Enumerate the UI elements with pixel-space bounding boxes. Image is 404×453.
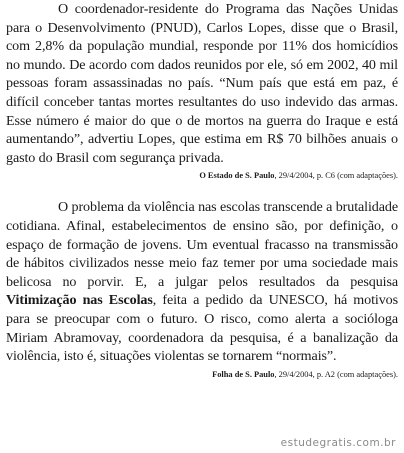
site-watermark: estudegratis.com.br — [280, 437, 396, 449]
article-2-source — [6, 369, 398, 381]
article-2-text-part1: O problema da violência nas escolas transcende a brutalidade cotidiana. Afinal, estabelecimentos de ensino são, por definição, o espaço de formação de jovens. Um eventual fracasso na transmissão de hábitos civilizados nesse meio faz temer por uma sociedade mais belicosa no porvir. E, a julgar pelos resultados da pesquisa — [6, 199, 398, 290]
article-2-source-detail: , 29/4/2004, p. A2 (com adaptações). — [274, 369, 398, 379]
article-1-text: O coordenador-residente do Programa das Nações Unidas para o Desenvolvimento (PNUD), Carlos Lopes, disse que o Brasil, com 2,8% da população mundial, responde por 11% dos homicídios no mundo. De acordo com dados reunidos por ele, só em 2002, 40 mil pessoas foram assassinadas no país. “Num país que está em paz, é difícil conceber tantas mortes resultantes do uso indevido das armas. Esse número é maior do que o de mortos na guerra do Iraque e está aumentando”, advertiu Lopes, que estima em R$ 70 bilhões anuais o gasto do Brasil com segurança privada. — [6, 1, 398, 166]
article-2-text — [6, 198, 398, 365]
article-1-source-detail: , 29/4/2004, p. C6 (com adaptações). — [274, 171, 398, 181]
article-2-survey-title: Vitimização nas Escolas — [6, 292, 153, 309]
article-1-source-name: O Estado de S. Paulo — [199, 171, 275, 181]
article-2-text-part2: , feita a pedido da UNESCO, há motivos para se preocupar com o futuro. O risco, como alerta a socióloga Miriam Abramovay, coordenadora da pesquisa, é a banalização da violência, isto é, situações violentas se tornarem “normais”. — [6, 292, 398, 365]
article-2-source-name: Folha de S. Paulo — [212, 369, 275, 379]
document-page — [6, 0, 398, 381]
paragraph-gap — [6, 182, 398, 198]
article-1-source — [6, 170, 398, 182]
